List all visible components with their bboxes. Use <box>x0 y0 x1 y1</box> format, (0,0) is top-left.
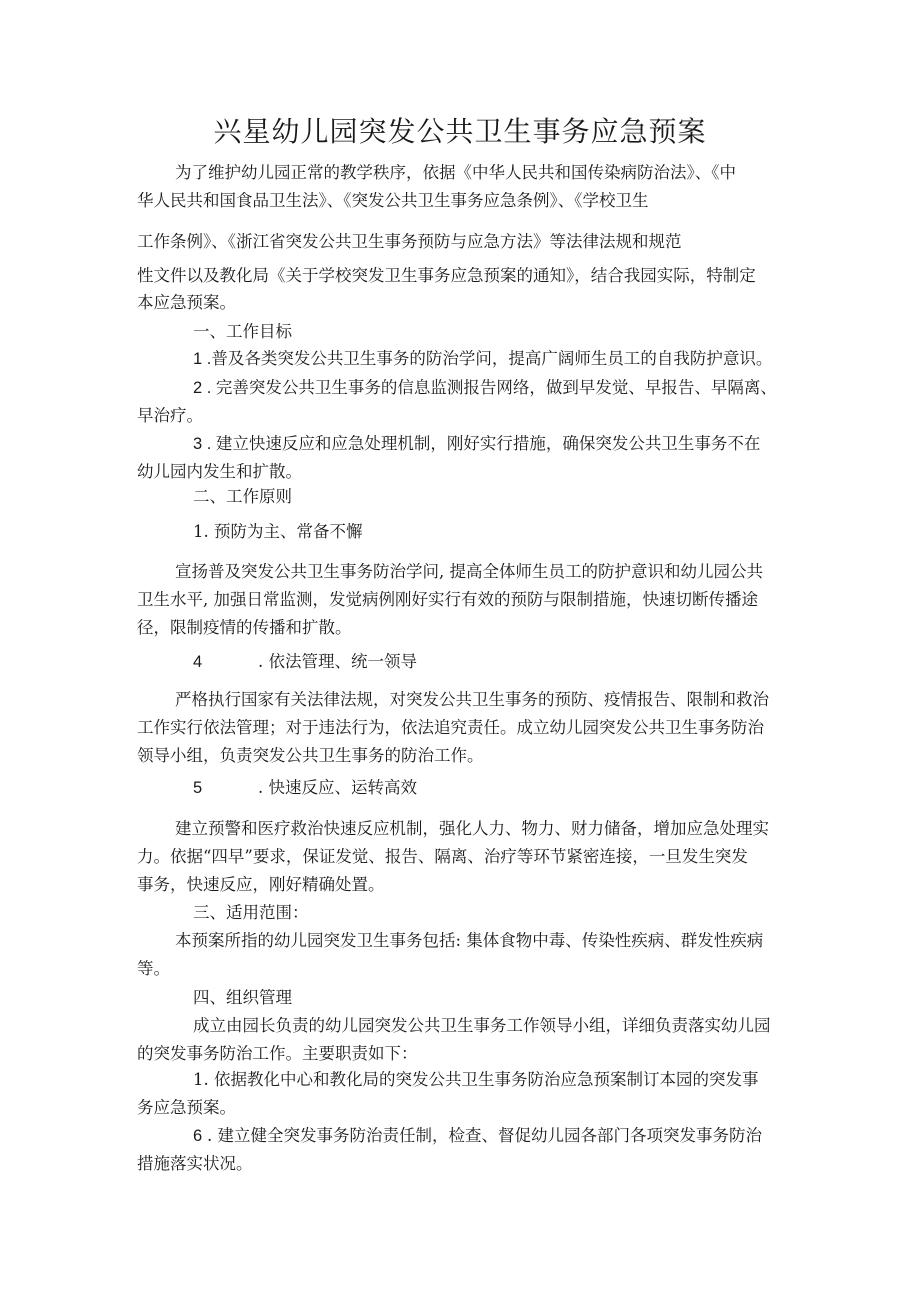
principle-number-5: 5 <box>193 779 203 797</box>
intro-line-2: 华人民共和国食品卫生法》、《突发公共卫生事务应急条例》、《学校卫生 <box>137 191 649 210</box>
principle-4-line-2: 工作实行依法管理；对于违法行为，依法追究责任。成立幼儿园突发公共卫生事务防治 <box>137 718 764 737</box>
goal-item-2-line-1: 2 . 完善突发公共卫生事务的信息监测报告网络，做到早发觉、早报告、早隔离、 <box>193 379 777 397</box>
goal-item-3-line-1: 3 . 建立快速反应和应急处理机制，刚好实行措施，确保突发公共卫生事务不在 <box>193 435 761 453</box>
principle-5-line-3: 事务，快速反应，刚好精确处置。 <box>137 875 385 894</box>
duty-item-1-line-1: 1. 依据教化中心和教化局的突发公共卫生事务防治应急预案制订本园的突发事 <box>193 1070 759 1089</box>
principle-1-line-3: 径，限制疫情的传播和扩散。 <box>137 618 352 637</box>
section-heading-goals: 一、工作目标 <box>193 322 292 341</box>
duty-item-6-line-2: 措施落实状况。 <box>137 1154 253 1173</box>
section-heading-principles: 二、工作原则 <box>193 487 292 506</box>
intro-line-4: 性文件以及教化局《关于学校突发卫生事务应急预案的通知》，结合我园实际，特制定 <box>137 266 756 285</box>
goal-item-3-line-2: 幼儿园内发生和扩散。 <box>137 462 302 481</box>
section-heading-scope: 三、适用范围： <box>193 903 309 922</box>
duty-item-1-line-2: 务应急预案。 <box>137 1098 236 1117</box>
principle-heading-5: . 快速反应、运转高效 <box>258 778 417 797</box>
organization-line-2: 的突发事务防治工作。主要职责如下： <box>137 1044 418 1063</box>
organization-line-1: 成立由园长负责的幼儿园突发公共卫生事务工作领导小组，详细负责落实幼儿园 <box>193 1016 771 1035</box>
duty-item-6-line-1: . 建立健全突发事务防治责任制，检查、督促幼儿园各部门各项突发事务防治 <box>207 1126 762 1145</box>
document-title: 兴星幼儿园突发公共卫生事务应急预案 <box>213 115 707 148</box>
principle-1-line-1: 宣扬普及突发公共卫生事务防治学问, 提高全体师生员工的防护意识和幼儿园公共 <box>175 562 763 581</box>
principle-heading-4: . 依法管理、统一领导 <box>258 652 417 671</box>
scope-line-1: 本预案所指的幼儿园突发卫生事务包括: 集体食物中毒、传染性疾病、群发性疾病 <box>175 931 764 950</box>
intro-line-5: 本应急预案。 <box>137 293 236 312</box>
scope-line-2: 等。 <box>137 959 170 978</box>
principle-heading-1: 1. 预防为主、常备不懈 <box>193 522 363 541</box>
intro-line-1: 为了维护幼儿园正常的教学秩序，依据《中华人民共和国传染病防治法》、《中 <box>175 163 736 182</box>
intro-line-3: 工作条例》、《浙江省突发公共卫生事务预防与应急方法》等法律法规和规范 <box>137 232 682 251</box>
principle-5-line-2: 力。依据“四早”要求，保证发觉、报告、隔离、治疗等环节紧密连接，一旦发生突发 <box>137 847 748 866</box>
principle-1-line-2: 卫生水平, 加强日常监测，发觉病例刚好实行有效的预防与限制措施，快速切断传播途 <box>137 590 758 609</box>
goal-item-2-line-2: 早治疗。 <box>137 406 203 425</box>
principle-4-line-1: 严格执行国家有关法律法规，对突发公共卫生事务的预防、疫情报告、限制和救治 <box>175 690 769 709</box>
principle-4-line-3: 领导小组，负责突发公共卫生事务的防治工作。 <box>137 746 484 765</box>
principle-5-line-1: 建立预警和医疗救治快速反应机制，强化人力、物力、财力储备，增加应急处理实 <box>175 819 769 838</box>
goal-item-1: 1 .普及各类突发公共卫生事务的防治学问，提高广阔师生员工的自我防护意识。 <box>193 350 773 368</box>
duty-number-6: 6 <box>193 1127 203 1145</box>
principle-number-4: 4 <box>193 653 203 671</box>
section-heading-organization: 四、组织管理 <box>193 988 292 1007</box>
